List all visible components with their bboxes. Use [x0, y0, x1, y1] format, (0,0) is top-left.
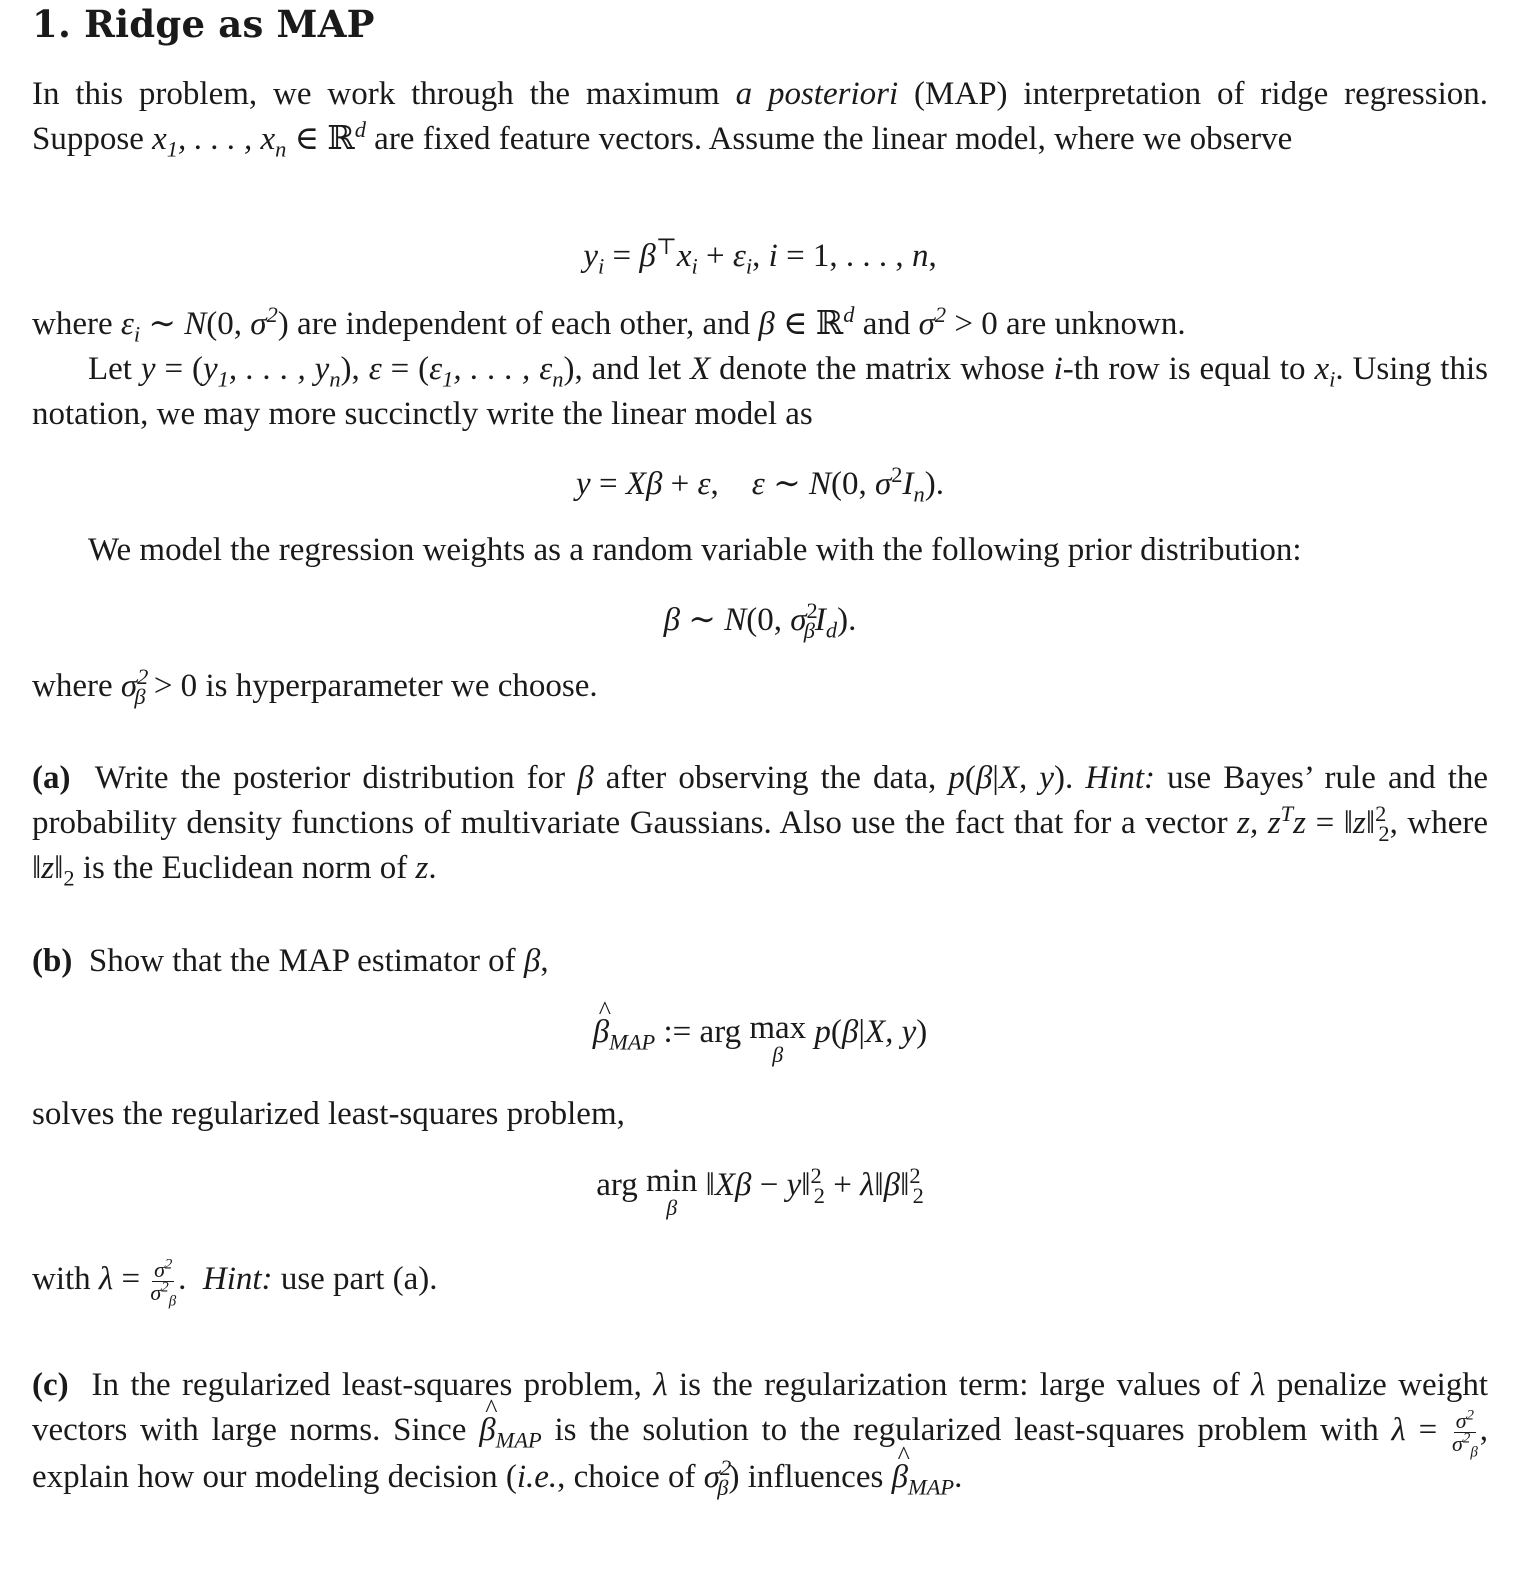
equation-matrix-model: y = Xβ + ε, ε ∼ N(0, $\sigma^2I_n$).	[576, 462, 944, 507]
equation-map-estimator: ^ $\beta_{MAP}$ := arg max β p(β|X, y)	[32, 1010, 1488, 1064]
part-a-label: (a)	[32, 760, 71, 796]
math-i: i	[1053, 351, 1063, 387]
part-b-label: (b)	[32, 943, 73, 979]
notation-paragraph	[32, 347, 1488, 437]
equation-linear-model: $y_i = \beta^⊤x_i + \varepsilon_i$, i = 1, . . . , n,	[583, 234, 937, 279]
equation-least-squares: arg min β ‖Xβ − y‖$^2_2$ + λ‖β‖$^2_2$	[596, 1163, 924, 1220]
math-y-vector: $y = (y_1$, . . . , $y_n$), $\varepsilon = (\varepsilon_1$, . . . , $\varepsilon_n$)	[140, 351, 575, 392]
math-beta: β	[577, 760, 594, 796]
equation-prior: β ∼ N(0, $\sigma^2_\beta I_d$).	[663, 598, 857, 643]
math-posterior: p(β|X, y)	[948, 760, 1066, 796]
prior-paragraph: We model the regression weights as a random variable with the following prior distribution:	[88, 532, 1302, 568]
problem-title: 1. Ridge as MAP	[32, 2, 375, 46]
notation-text-3: denote the matrix whose	[710, 351, 1054, 387]
part-c-ie: i.e.	[516, 1458, 558, 1495]
part-c-text-3: penalize weight vectors with large norms. Since	[32, 1367, 1489, 1448]
intro-emphasis: a posteriori	[735, 76, 899, 112]
part-b-text-2: ,	[540, 943, 549, 979]
part-a-text-6: is the Euclidean norm of	[74, 850, 416, 886]
part-b-intro	[32, 939, 1488, 984]
part-a-text-1: Write the posterior distribution for	[94, 760, 578, 796]
part-c-text-8: .	[954, 1458, 963, 1495]
math-z: z	[415, 850, 429, 886]
hyper-text-1: where	[32, 668, 121, 704]
math-noise-dist: $\varepsilon_i$ ∼ N(0, $\sigma^2$)	[120, 302, 289, 347]
noise-text-4: are unknown.	[997, 306, 1186, 342]
math-beta-b: β	[523, 943, 541, 979]
part-c-text-4: is the solution to the regularized least-squares problem with	[541, 1412, 1392, 1448]
part-c-text-1: In the regularized least-squares problem,	[91, 1367, 654, 1403]
noise-text-2: are independent of each other, and	[288, 306, 759, 342]
math-beta-in-rd: β ∈ ℝ$^d$	[758, 302, 855, 342]
part-c-label: (c)	[32, 1367, 69, 1403]
part-b-hint: Hint:	[202, 1261, 273, 1297]
part-b-with-lambda: with λ = $\frac{\sigma^2}{\sigma^2_\beta}$ . Hint: use part (a).	[32, 1256, 438, 1310]
part-a-text-4: use Bayes’ rule and the probability density functions of multivariate Gaussians. Also use the fact that for a vector	[32, 760, 1489, 841]
noise-text-1: where	[32, 306, 121, 342]
part-b-hint-text: use part (a).	[272, 1261, 438, 1297]
noise-paragraph	[32, 302, 1488, 347]
part-c-text-7: ) influences	[728, 1458, 892, 1495]
part-a-text-7: .	[428, 850, 437, 886]
notation-text-5: . Using this notation, we may more succinctly write the linear model as	[32, 351, 1488, 432]
intro-text-3: are fixed feature vectors. Assume the linear model, where we observe	[365, 121, 1293, 157]
intro-paragraph	[32, 72, 1488, 162]
math-lambda-2: λ	[1251, 1367, 1266, 1403]
part-c-text-5: , explain how our modeling decision (	[32, 1412, 1489, 1495]
intro-text-2: (MAP) interpretation of ridge regression. Suppose	[32, 76, 1488, 157]
math-sigma-beta: $\sigma^2_\beta$	[703, 1454, 732, 1500]
notation-text-1: Let	[88, 351, 141, 387]
hyperparameter-paragraph	[32, 664, 1488, 709]
math-feature-vectors: $x_1$, . . . , $x_n$ ∈ ℝ$^d$	[152, 117, 366, 162]
math-sigma-pos: $\sigma^2 > 0$	[918, 302, 998, 342]
math-beta-map-1: ^ $\beta_{MAP}$	[479, 1412, 542, 1448]
math-lambda-1: λ	[653, 1367, 668, 1403]
math-z-identity: z, $z^Tz$ = ‖z‖$^2_2$	[1237, 801, 1390, 846]
math-lambda-frac: λ = $\frac{\sigma^2}{\sigma^2_\beta}$	[1391, 1407, 1478, 1461]
math-x-i: $x_i$	[1314, 351, 1336, 392]
part-a-text-3: .	[1065, 760, 1086, 796]
part-c-text-6: , choice of	[557, 1458, 704, 1495]
part-b-solves: solves the regularized least-squares problem,	[32, 1096, 625, 1132]
math-beta-map-2: ^ $\beta_{MAP}$	[892, 1459, 955, 1495]
notation-text-4: -th row is equal to	[1062, 351, 1315, 387]
part-a	[32, 756, 1488, 891]
math-lambda-def: λ = $\frac{\sigma^2}{\sigma^2_\beta}$	[98, 1256, 177, 1310]
part-b-with-text: with	[32, 1261, 99, 1297]
notation-text-2: , and let	[574, 351, 691, 387]
math-X: X	[690, 351, 711, 387]
part-c-text-2: is the regularization term: large values of	[667, 1367, 1252, 1403]
intro-text-1: In this problem, we work through the maximum	[32, 76, 736, 112]
part-a-text-5: , where	[1389, 805, 1488, 841]
part-a-hint: Hint:	[1085, 760, 1156, 796]
math-z-norm: $‖z‖_2$	[32, 850, 75, 891]
part-c	[32, 1363, 1488, 1500]
part-a-text-2: after observing the data,	[593, 760, 949, 796]
noise-text-3: and	[854, 306, 919, 342]
hyper-text-2: is hyperparameter we choose.	[197, 668, 598, 704]
math-sigma-beta-pos: $\sigma^2_\beta > 0$	[120, 664, 198, 709]
part-b-text-1: Show that the MAP estimator of	[88, 943, 524, 979]
